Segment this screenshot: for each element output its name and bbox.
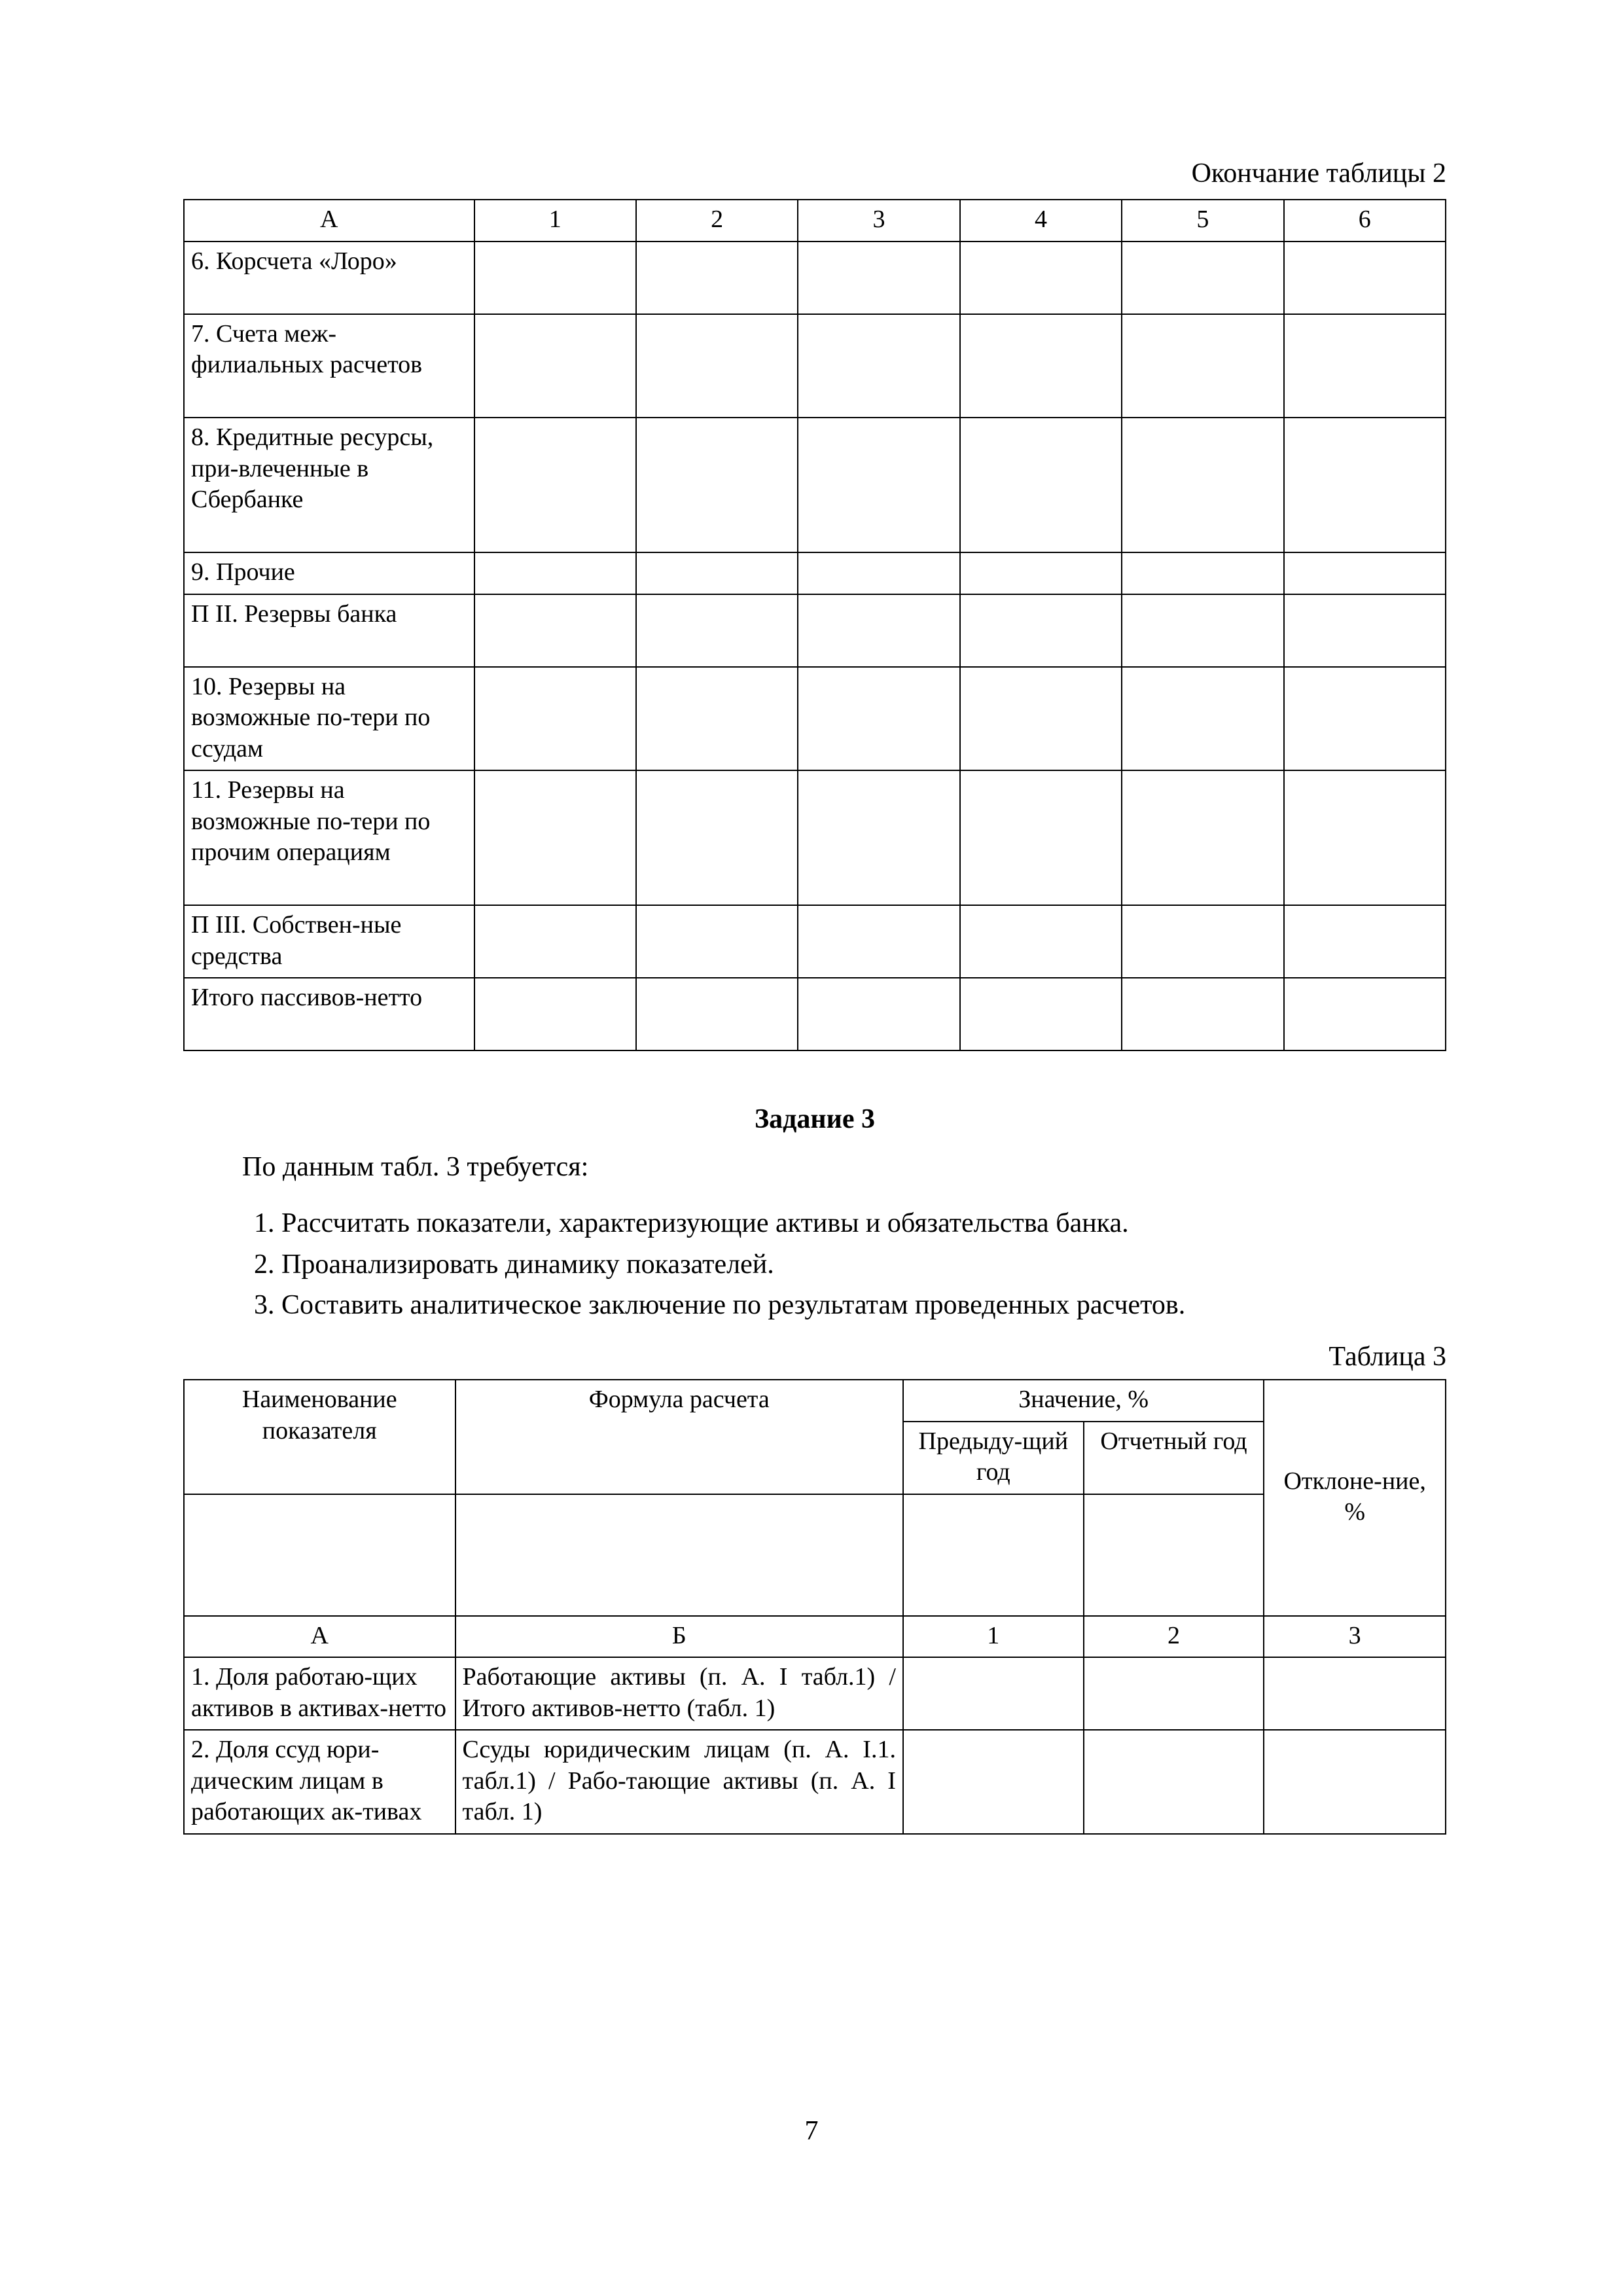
table-row [184, 552, 1446, 594]
column-header-4: 4 [960, 200, 1122, 242]
table-row [184, 978, 1446, 1050]
cell-value [474, 978, 636, 1050]
page-content [183, 157, 1446, 1835]
cell-value [960, 242, 1122, 314]
row-label: 9. Прочие [184, 552, 474, 594]
cell-value [1122, 314, 1283, 418]
column-header-1: 1 [474, 200, 636, 242]
cell-value [636, 594, 798, 667]
cell-value [474, 905, 636, 978]
row-label: 7. Счета меж-филиальных расчетов [184, 314, 474, 418]
row-label: Итого пассивов-нетто [184, 978, 474, 1050]
row-formula: Ссуды юридическим лицам (п. А. I.1. табл.1) / Рабо-тающие активы (п. А. I табл. 1) [455, 1730, 903, 1834]
cell-value [636, 242, 798, 314]
letter-a: А [184, 1616, 455, 1658]
table-row [184, 667, 1446, 771]
header-spacer-cell [184, 1494, 455, 1616]
table-row [184, 1730, 1446, 1834]
cell-value [1284, 905, 1446, 978]
cell-value [1122, 242, 1283, 314]
cell-value [1122, 905, 1283, 978]
cell-value [798, 770, 959, 905]
cell-value [1284, 770, 1446, 905]
cell-value [1122, 667, 1283, 771]
cell-value [636, 905, 798, 978]
row-label: П II. Резервы банка [184, 594, 474, 667]
row-label: 11. Резервы на возможные по-тери по прочим операциям [184, 770, 474, 905]
cell-previous-year [903, 1657, 1084, 1730]
cell-value [1284, 242, 1446, 314]
row-label: 8. Кредитные ресурсы, при-влеченные в Сбербанке [184, 418, 474, 552]
cell-value [636, 418, 798, 552]
header-deviation: Отклоне-ние, % [1264, 1380, 1446, 1616]
cell-value [474, 418, 636, 552]
page-number: 7 [804, 2116, 819, 2146]
header-spacer-cell [1084, 1494, 1264, 1616]
cell-value [1284, 978, 1446, 1050]
table-row [184, 200, 1446, 242]
cell-value [1122, 552, 1283, 594]
cell-current-year [1084, 1730, 1264, 1834]
table-row [184, 1494, 1446, 1616]
table-row [184, 242, 1446, 314]
cell-value [798, 418, 959, 552]
column-header-a: А [184, 200, 474, 242]
column-header-2: 2 [636, 200, 798, 242]
cell-value [798, 978, 959, 1050]
cell-value [1284, 667, 1446, 771]
cell-value [474, 242, 636, 314]
cell-value [798, 905, 959, 978]
letter-3: 3 [1264, 1616, 1446, 1658]
letter-2: 2 [1084, 1616, 1264, 1658]
list-item: 2. Проанализировать динамику показателей. [281, 1246, 1446, 1283]
header-indicator-name: Наименование показателя [184, 1380, 455, 1494]
row-formula: Работающие активы (п. А. I табл.1) / Итого активов-нетто (табл. 1) [455, 1657, 903, 1730]
cell-value [960, 905, 1122, 978]
header-previous-year: Предыду-щий год [903, 1422, 1084, 1494]
cell-value [474, 594, 636, 667]
cell-value [1284, 314, 1446, 418]
table-row [184, 594, 1446, 667]
cell-value [474, 667, 636, 771]
cell-value [960, 770, 1122, 905]
table-row [184, 1380, 1446, 1422]
table-row [184, 314, 1446, 418]
table3-caption: Таблица 3 [1329, 1342, 1446, 1372]
list-item: 1. Рассчитать показатели, характеризующие активы и обязательства банка. [281, 1205, 1446, 1242]
row-label: 6. Корсчета «Лоро» [184, 242, 474, 314]
column-header-6: 6 [1284, 200, 1446, 242]
cell-value [960, 314, 1122, 418]
table-row [184, 905, 1446, 978]
task-intro: По данным табл. 3 требуется: [242, 1152, 589, 1183]
cell-value [960, 594, 1122, 667]
table-row-letters [184, 1616, 1446, 1658]
header-formula: Формула расчета [455, 1380, 903, 1494]
cell-value [960, 978, 1122, 1050]
header-value-group: Значение, % [903, 1380, 1264, 1422]
table-row [184, 770, 1446, 905]
cell-value [1122, 418, 1283, 552]
task-list [183, 1205, 1446, 1324]
cell-value [1122, 978, 1283, 1050]
cell-value [798, 314, 959, 418]
header-spacer-cell [455, 1494, 903, 1616]
list-item: 3. Составить аналитическое заключение по результатам проведенных расчетов. [281, 1287, 1446, 1324]
cell-deviation [1264, 1730, 1446, 1834]
cell-value [960, 418, 1122, 552]
cell-value [474, 552, 636, 594]
cell-value [798, 667, 959, 771]
cell-value [636, 770, 798, 905]
header-spacer-cell [903, 1494, 1084, 1616]
cell-value [798, 594, 959, 667]
row-label: П III. Собствен-ные средства [184, 905, 474, 978]
cell-value [798, 242, 959, 314]
cell-value [474, 314, 636, 418]
table-row [184, 418, 1446, 552]
column-header-5: 5 [1122, 200, 1283, 242]
row-indicator-name: 2. Доля ссуд юри-дическим лицам в работающих ак-тивах [184, 1730, 455, 1834]
table-row [184, 1657, 1446, 1730]
cell-deviation [1264, 1657, 1446, 1730]
cell-previous-year [903, 1730, 1084, 1834]
task-title: Задание 3 [755, 1104, 875, 1135]
column-header-3: 3 [798, 200, 959, 242]
cell-value [636, 552, 798, 594]
table-3 [183, 1379, 1446, 1835]
cell-value [1284, 594, 1446, 667]
cell-value [960, 667, 1122, 771]
cell-value [1122, 770, 1283, 905]
letter-b: Б [455, 1616, 903, 1658]
table2-caption: Окончание таблицы 2 [1191, 158, 1446, 188]
header-current-year: Отчетный год [1084, 1422, 1264, 1494]
cell-value [798, 552, 959, 594]
cell-value [1122, 594, 1283, 667]
cell-value [1284, 552, 1446, 594]
cell-value [636, 667, 798, 771]
cell-value [1284, 418, 1446, 552]
row-indicator-name: 1. Доля работаю-щих активов в активах-нетто [184, 1657, 455, 1730]
cell-value [474, 770, 636, 905]
cell-value [636, 978, 798, 1050]
row-label: 10. Резервы на возможные по-тери по ссудам [184, 667, 474, 771]
cell-value [636, 314, 798, 418]
cell-current-year [1084, 1657, 1264, 1730]
table-continuation-2 [183, 199, 1446, 1051]
letter-1: 1 [903, 1616, 1084, 1658]
cell-value [960, 552, 1122, 594]
